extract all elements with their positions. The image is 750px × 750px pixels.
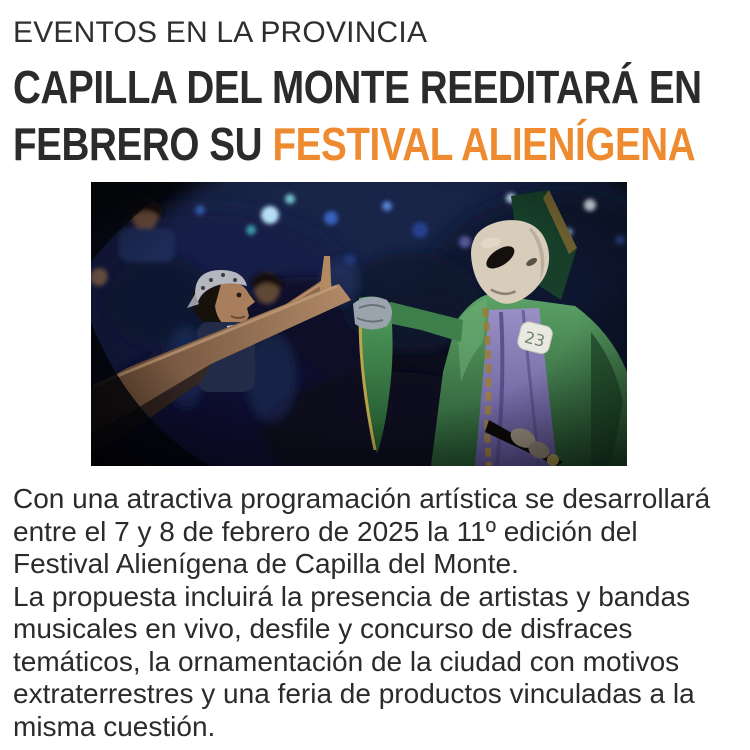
festival-photo-illustration: [91, 182, 627, 466]
section-kicker: EVENTOS EN LA PROVINCIA: [13, 16, 428, 49]
article-paragraph-1: Con una atractiva programación artística se desarrollará entre el 7 y 8 de febrero de 2025 la 11º edición del Festival Alienígena de Capilla del Monte.: [13, 483, 711, 579]
headline-line1: CAPILLA DEL MONTE REEDITARÁ EN: [13, 61, 702, 113]
headline-highlight: FESTIVAL ALIENÍGENA: [272, 118, 696, 170]
photo-vignette: [91, 182, 627, 466]
headline-line2-prefix: FEBRERO SU: [13, 118, 273, 170]
article-headline: [13, 59, 702, 173]
article-paragraph-2: La propuesta incluirá la presencia de artistas y bandas musicales en vivo, desfile y concurso de disfraces temáticos, la ornamentación de la ciudad con motivos extraterrestres y una feria de productos vinculadas a la misma cuestión.: [13, 580, 695, 742]
article-body: [13, 483, 737, 743]
festival-photo: [91, 182, 627, 466]
